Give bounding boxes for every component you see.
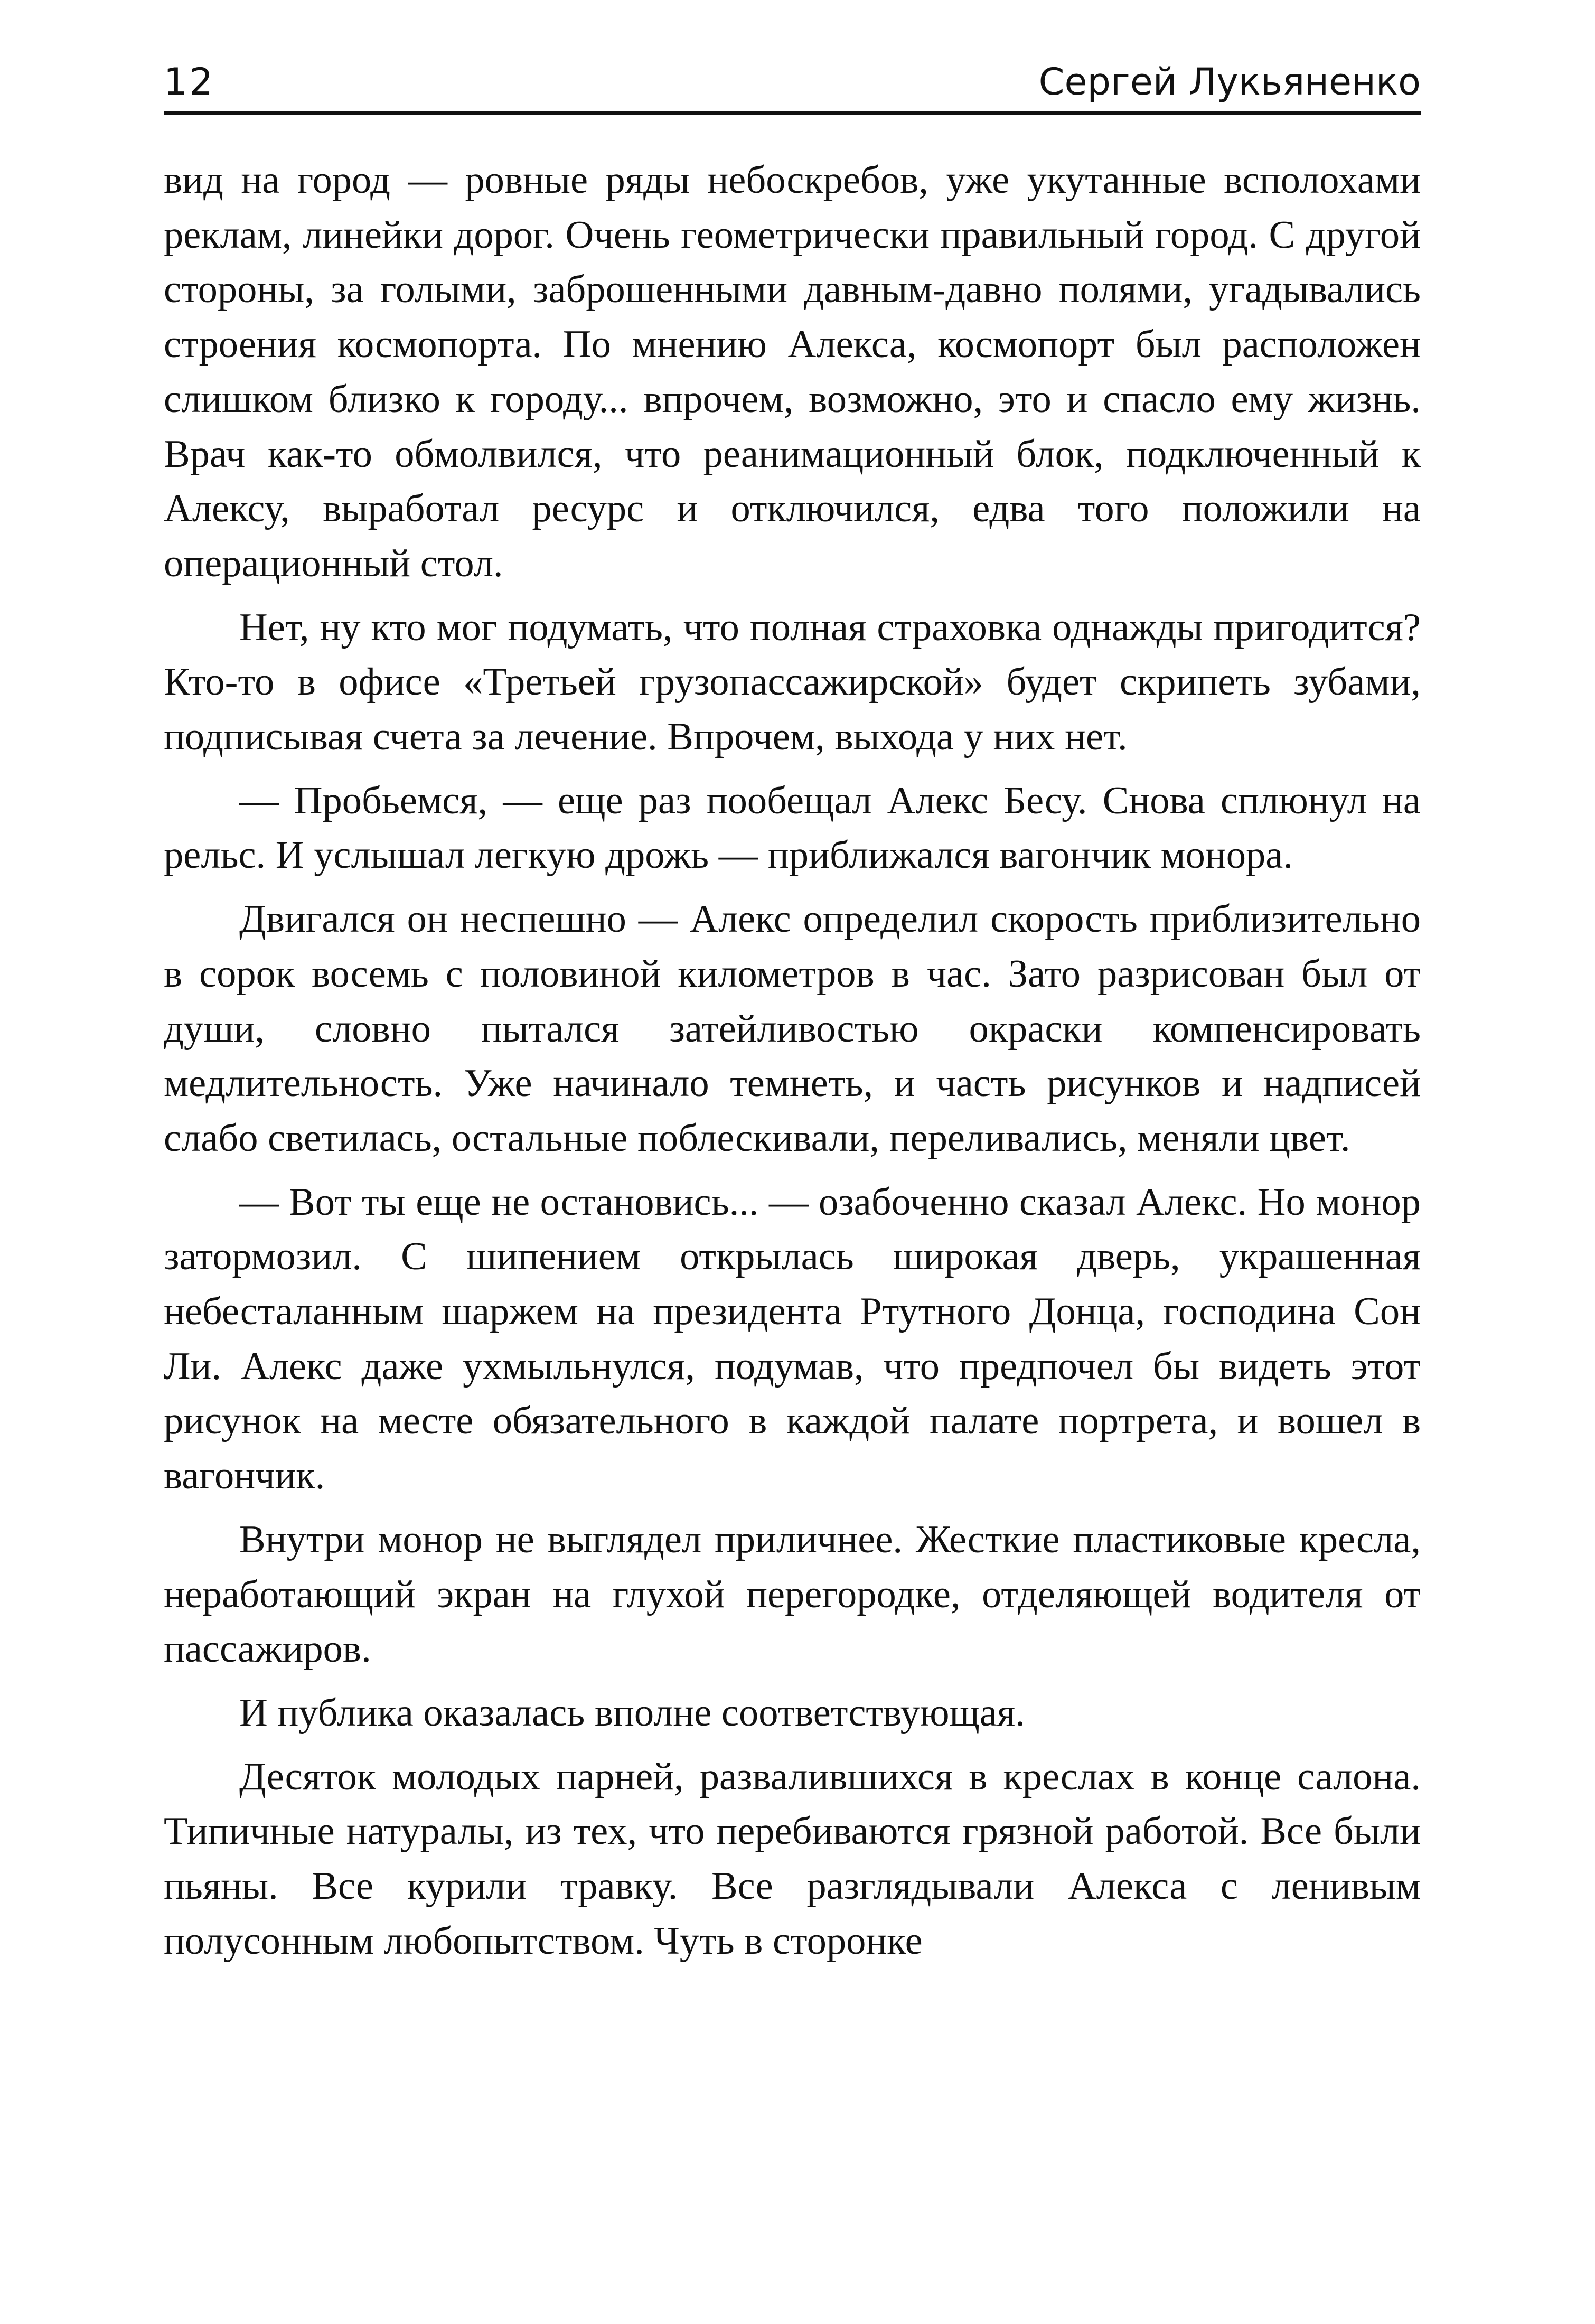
body-text	[164, 153, 1421, 1978]
running-title: Сергей Лукьяненко	[1038, 60, 1421, 104]
paragraph-5: — Вот ты еще не остановись... — озабоченно сказал Алекс. Но монор затормозил. С шипением открылась широкая дверь, украшенная небесталанным шаржем на президента Ртутного Донца, господина Сон Ли. Алекс даже ухмыльнулся, подумав, что предпочел бы видеть этот рисунок на месте обязательного в каждой палате портрета, и вошел в вагончик.	[164, 1180, 1421, 1498]
paragraph-8: Десяток молодых парней, развалившихся в креслах в конце салона. Типичные натуралы, из тех, что перебиваются грязной работой. Все были пьяны. Все курили травку. Все разглядывали Алекса с ленивым полусонным любопытством. Чуть в сторонке	[164, 1755, 1421, 1963]
running-head	[164, 53, 1421, 115]
page-number: 12	[164, 60, 215, 104]
paragraph-7: И публика оказалась вполне соответствующая.	[239, 1691, 1025, 1735]
paragraph-1: вид на город — ровные ряды небоскребов, уже укутанные всполохами реклам, линейки дорог. Очень геометрически правильный город. С другой стороны, за голыми, заброшенными давным-давно полями, угадывались строения космопорта. По мнению Алекса, космопорт был расположен слишком близко к городу... впрочем, возможно, это и спасло ему жизнь. Врач как-то обмолвился, что реанимационный блок, подключенный к Алексу, выработал ресурс и отключился, едва того положили на операционный стол.	[164, 158, 1421, 585]
paragraph-2: Нет, ну кто мог подумать, что полная страховка однажды пригодится? Кто-то в офисе «Третьей грузопассажирской» будет скрипеть зубами, подписывая счета за лечение. Впрочем, выхода у них нет.	[164, 605, 1421, 759]
paragraph-6: Внутри монор не выглядел приличнее. Жесткие пластиковые кресла, неработающий экран на глухой перегородке, отделяющей водителя от пассажиров.	[164, 1517, 1421, 1671]
paragraph-4: Двигался он неспешно — Алекс определил скорость приблизительно в сорок восемь с половиной километров в час. Зато разрисован был от души, словно пытался затейливостью окраски компенсировать медлительность. Уже начинало темнеть, и часть рисунков и надписей слабо светилась, остальные поблескивали, переливались, меняли цвет.	[164, 897, 1421, 1160]
paragraph-3: — Пробьемся, — еще раз пообещал Алекс Бесу. Снова сплюнул на рельс. И услышал легкую дрожь — приближался вагончик монора.	[164, 779, 1421, 877]
